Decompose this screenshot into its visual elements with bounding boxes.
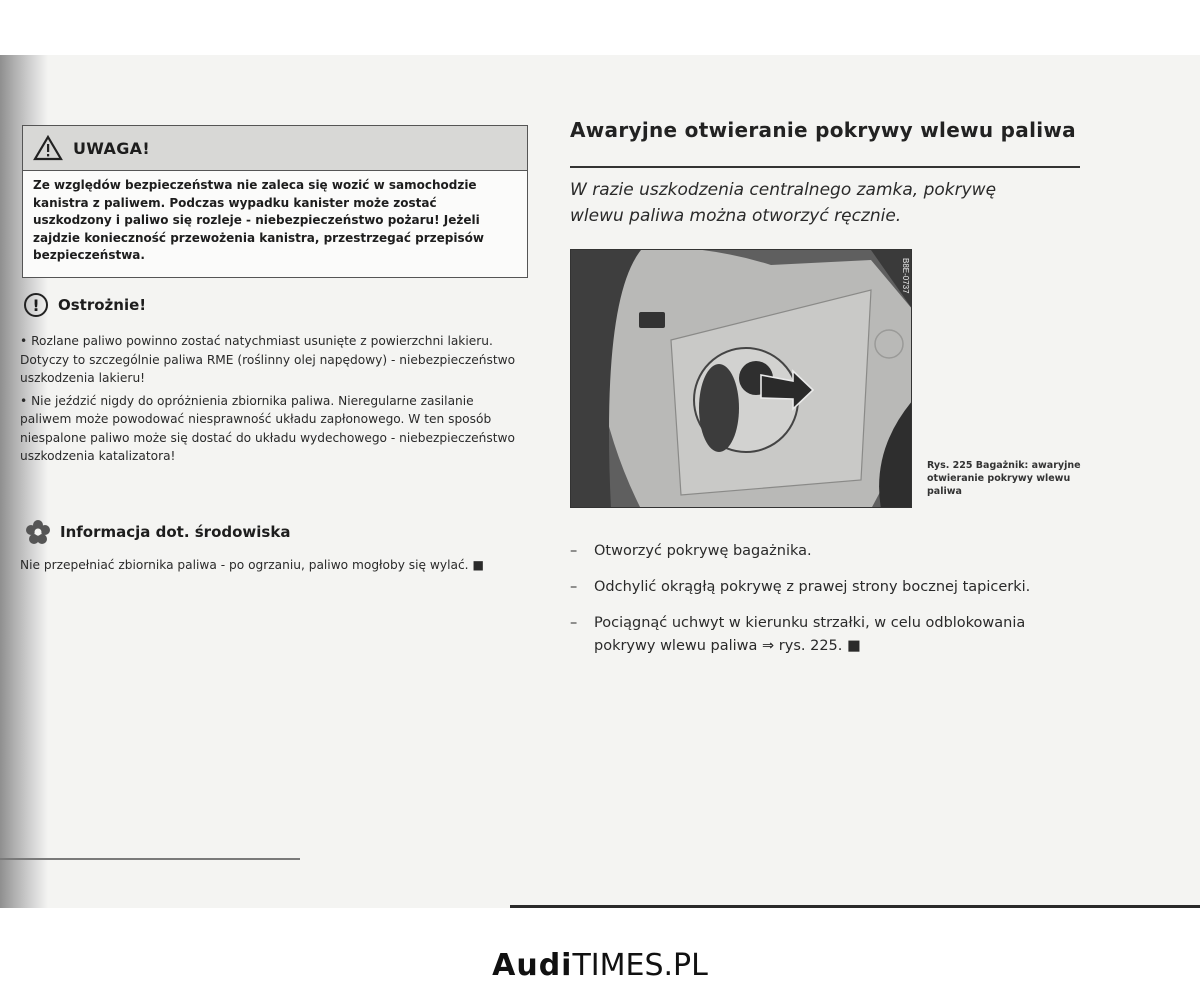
figure-trunk-fuel-flap <box>570 249 912 508</box>
footer-logo <box>0 948 1200 983</box>
warning-title: UWAGA! <box>73 138 150 158</box>
caution-exclamation-icon: ! <box>24 293 48 317</box>
section-intro: W razie uszkodzenia centralnego zamka, pokrywę wlewu paliwa można otworzyć ręcznie. <box>570 180 997 226</box>
section-title-rule <box>570 166 1080 168</box>
step-text: Odchylić okrągłą pokrywę z prawej strony bocznej tapicerki. <box>594 579 1031 595</box>
environment-header <box>24 518 290 546</box>
warning-triangle-icon <box>33 135 63 161</box>
warning-header <box>23 126 527 171</box>
step-text: Pociągnąć uchwyt w kierunku strzałki, w celu odblokowania pokrywy wlewu paliwa ⇒ rys. 225. ■ <box>594 615 1026 654</box>
caution-header <box>24 293 146 317</box>
step-item <box>570 540 1070 563</box>
page-bottom-rule-right <box>510 905 1200 908</box>
figure-caption: Rys. 225 Bagażnik: awaryjne otwieranie pokrywy wlewu paliwa <box>927 460 1081 497</box>
warning-box <box>22 125 528 278</box>
figure-code: B8E-0737 <box>901 258 910 294</box>
caution-list <box>20 332 528 470</box>
caution-title: Ostrożnie! <box>58 296 147 314</box>
step-text: Otworzyć pokrywę bagażnika. <box>594 543 812 559</box>
step-dash: – <box>570 615 578 631</box>
step-item <box>570 576 1070 599</box>
caution-item: • Rozlane paliwo powinno zostać natychmiast usunięte z powierzchni lakieru. Dotyczy to szczególnie paliwa RME (roślinny olej napędowy) - niebezpieczeństwo uszkodzenia lakieru! <box>20 334 516 385</box>
step-dash: – <box>570 579 578 595</box>
step-dash: – <box>570 543 578 559</box>
footer-brand-rest: TIMES.PL <box>572 948 708 983</box>
steps-list <box>570 540 1070 671</box>
page-bottom-rule-left <box>0 858 300 860</box>
environment-text: Nie przepełniać zbiornika paliwa - po ogrzaniu, paliwo mogłoby się wylać. ■ <box>20 558 484 572</box>
warning-text: Ze względów bezpieczeństwa nie zaleca się wozić w samochodzie kanistra z paliwem. Podczas wypadku kanister może zostać uszkodzony i paliwo się rozleje - niebezpieczeństwo pożaru! Jeżeli zajdzie konieczność przewożenia kanistra, przestrzegać przepisów bezpieczeństwa. <box>33 178 484 262</box>
trunk-illustration <box>571 250 912 508</box>
step-item <box>570 612 1070 658</box>
caution-item: • Nie jeździć nigdy do opróżnienia zbiornika paliwa. Nieregularne zasilanie paliwem może powodować niesprawność układu zapłonowego. W ten sposób niespalone paliwo może się dostać do układu wydechowego - niebezpieczeństwo uszkodzenia katalizatora! <box>20 393 515 463</box>
environment-flower-icon <box>24 518 52 546</box>
section-title: Awaryjne otwieranie pokrywy wlewu paliwa <box>570 118 1076 142</box>
footer-brand: Audi <box>492 948 573 983</box>
environment-title: Informacja dot. środowiska <box>60 523 291 541</box>
